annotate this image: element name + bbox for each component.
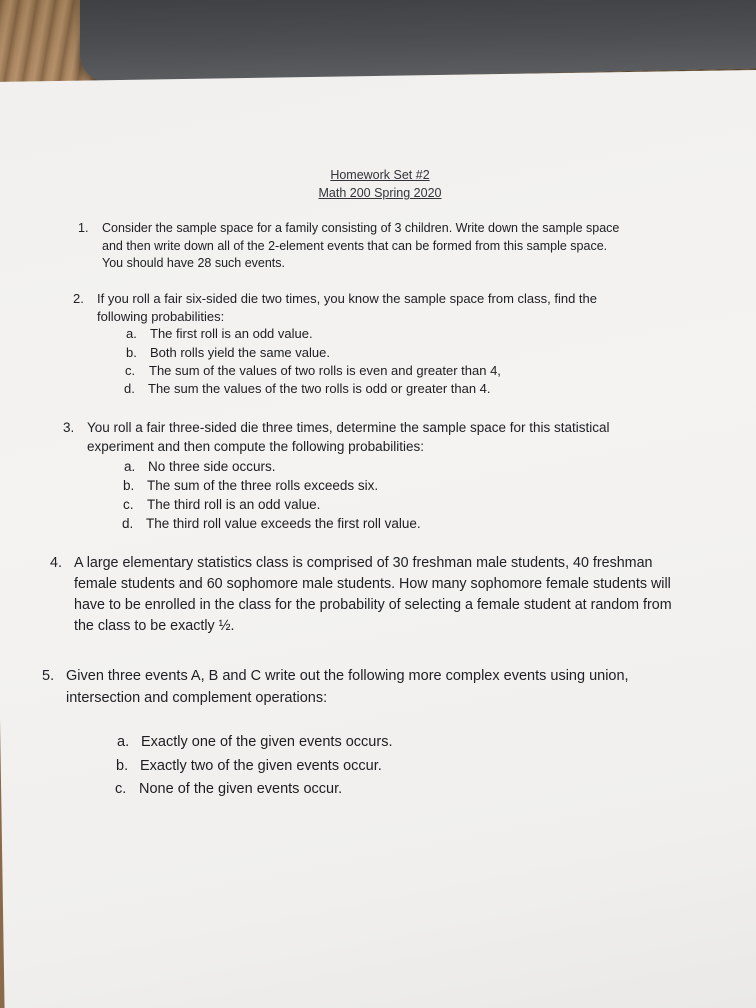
question-number: 5. [42,668,55,684]
question-number: 3. [63,420,75,435]
question-1 [78,220,698,272]
item-letter: d. [124,381,135,396]
question-number: 2. [73,291,84,306]
item-letter: d. [122,516,134,531]
item-text: Both rolls yield the same value. [150,345,330,360]
item-letter: a. [117,734,130,750]
item-letter: b. [116,758,129,774]
doc-subtitle: Math 200 Spring 2020 [318,186,442,200]
question-4 [50,553,750,641]
item-text: None of the given events occur. [139,781,343,797]
question-text: Given three events A, B and C write out the following more complex events using union, intersection and complement operations: [66,668,629,706]
item-letter: a. [124,459,136,474]
item-letter: a. [126,326,137,341]
item-letter: b. [126,345,137,360]
doc-title: Homework Set #2 [330,168,430,182]
item-text: The sum of the three rolls exceeds six. [147,478,379,493]
question-2 [73,290,693,326]
item-text: Exactly one of the given events occurs. [141,734,393,750]
question-number: 1. [78,221,89,235]
question-text: Consider the sample space for a family consisting of 3 children. Write down the sample space and then write down all of the 2-element events that can be formed from this sample space. You should have 28 such events. [102,221,620,270]
item-text: The sum of the values of two rolls is even and greater than 4, [149,363,501,378]
question-text: If you roll a fair six-sided die two times, you know the sample space from class, find the following probabilities: [97,291,597,324]
item-letter: c. [123,497,134,512]
question-text: You roll a fair three-sided die three times, determine the sample space for this statistical experiment and then compute the following probabilities: [87,420,610,454]
item-letter: c. [115,781,127,797]
item-text: The third roll is an odd value. [147,497,321,512]
item-letter: c. [125,363,136,378]
item-letter: b. [123,478,135,493]
question-number: 4. [50,555,62,571]
item-text: The sum the values of the two rolls is odd or greater than 4. [148,381,491,396]
question-text: A large elementary statistics class is comprised of 30 freshman male students, 40 freshman female students and 60 sophomore male students. How many sophomore female students will have to be enrolled in the class for the probability of selecting a female student at random from the class to be exactly ½. [74,555,672,634]
item-text: Exactly two of the given events occur. [140,758,382,774]
item-text: The first roll is an odd value. [150,326,313,341]
item-text: No three side occurs. [148,459,276,474]
item-text: The third roll value exceeds the first roll value. [146,516,421,531]
question-5 [42,665,732,709]
question-3 [63,418,703,456]
